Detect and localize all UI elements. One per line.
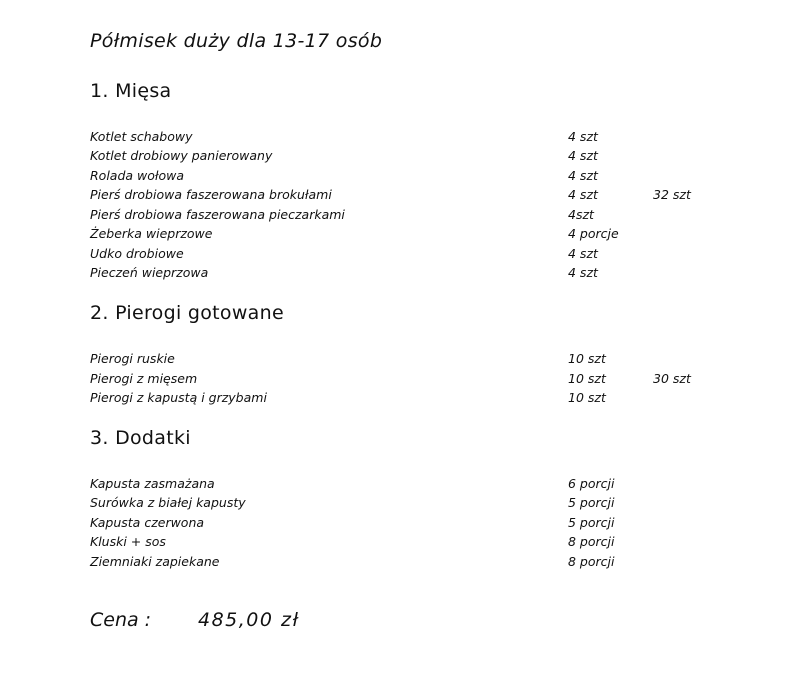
item-name: Udko drobiowe — [90, 246, 184, 261]
price-label: Cena : — [90, 609, 152, 631]
item-quantity: 10 szt — [568, 390, 606, 405]
list-item — [90, 226, 730, 245]
item-name: Kluski + sos — [90, 534, 166, 549]
item-total: 32 szt — [653, 187, 691, 202]
item-quantity: 4 szt — [568, 129, 598, 144]
list-item — [90, 554, 730, 573]
item-quantity: 4 szt — [568, 187, 598, 202]
list-item — [90, 515, 730, 534]
section-heading-sides: 3. Dodatki — [90, 427, 191, 449]
item-quantity: 8 porcji — [568, 534, 615, 549]
item-name: Pierś drobiowa faszerowana pieczarkami — [90, 207, 345, 222]
section-heading-dumplings: 2. Pierogi gotowane — [90, 302, 284, 324]
item-name: Pierogi z kapustą i grzybami — [90, 390, 267, 405]
item-quantity: 4 szt — [568, 246, 598, 261]
item-name: Kapusta zasmażana — [90, 476, 215, 491]
list-item — [90, 390, 730, 409]
item-quantity: 10 szt — [568, 351, 606, 366]
item-name: Ziemniaki zapiekane — [90, 554, 220, 569]
item-quantity: 10 szt — [568, 371, 606, 386]
list-item — [90, 476, 730, 495]
item-name: Pieczeń wieprzowa — [90, 265, 209, 280]
list-item — [90, 351, 730, 370]
list-item — [90, 495, 730, 514]
section-heading-meats: 1. Mięsa — [90, 80, 172, 102]
item-name: Surówka z białej kapusty — [90, 495, 246, 510]
item-quantity: 5 porcji — [568, 515, 615, 530]
list-item — [90, 371, 730, 390]
item-total: 30 szt — [653, 371, 691, 386]
item-quantity: 4 szt — [568, 148, 598, 163]
item-name: Żeberka wieprzowe — [90, 226, 213, 241]
item-quantity: 6 porcji — [568, 476, 615, 491]
list-item — [90, 187, 730, 206]
page-title: Półmisek duży dla 13-17 osób — [90, 30, 383, 52]
item-name: Kapusta czerwona — [90, 515, 205, 530]
item-name: Rolada wołowa — [90, 168, 185, 183]
list-item — [90, 168, 730, 187]
list-item — [90, 207, 730, 226]
item-name: Pierś drobiowa faszerowana brokułami — [90, 187, 332, 202]
list-item — [90, 534, 730, 553]
item-quantity: 4szt — [568, 207, 594, 222]
item-name: Kotlet drobiowy panierowany — [90, 148, 273, 163]
item-name: Kotlet schabowy — [90, 129, 193, 144]
list-item — [90, 148, 730, 167]
item-name: Pierogi z mięsem — [90, 371, 198, 386]
list-item — [90, 246, 730, 265]
item-quantity: 4 szt — [568, 265, 598, 280]
item-name: Pierogi ruskie — [90, 351, 175, 366]
item-quantity: 5 porcji — [568, 495, 615, 510]
item-quantity: 4 porcje — [568, 226, 619, 241]
list-item — [90, 129, 730, 148]
list-item — [90, 265, 730, 284]
item-quantity: 4 szt — [568, 168, 598, 183]
price-value: 485,00 zł — [198, 609, 300, 631]
item-quantity: 8 porcji — [568, 554, 615, 569]
